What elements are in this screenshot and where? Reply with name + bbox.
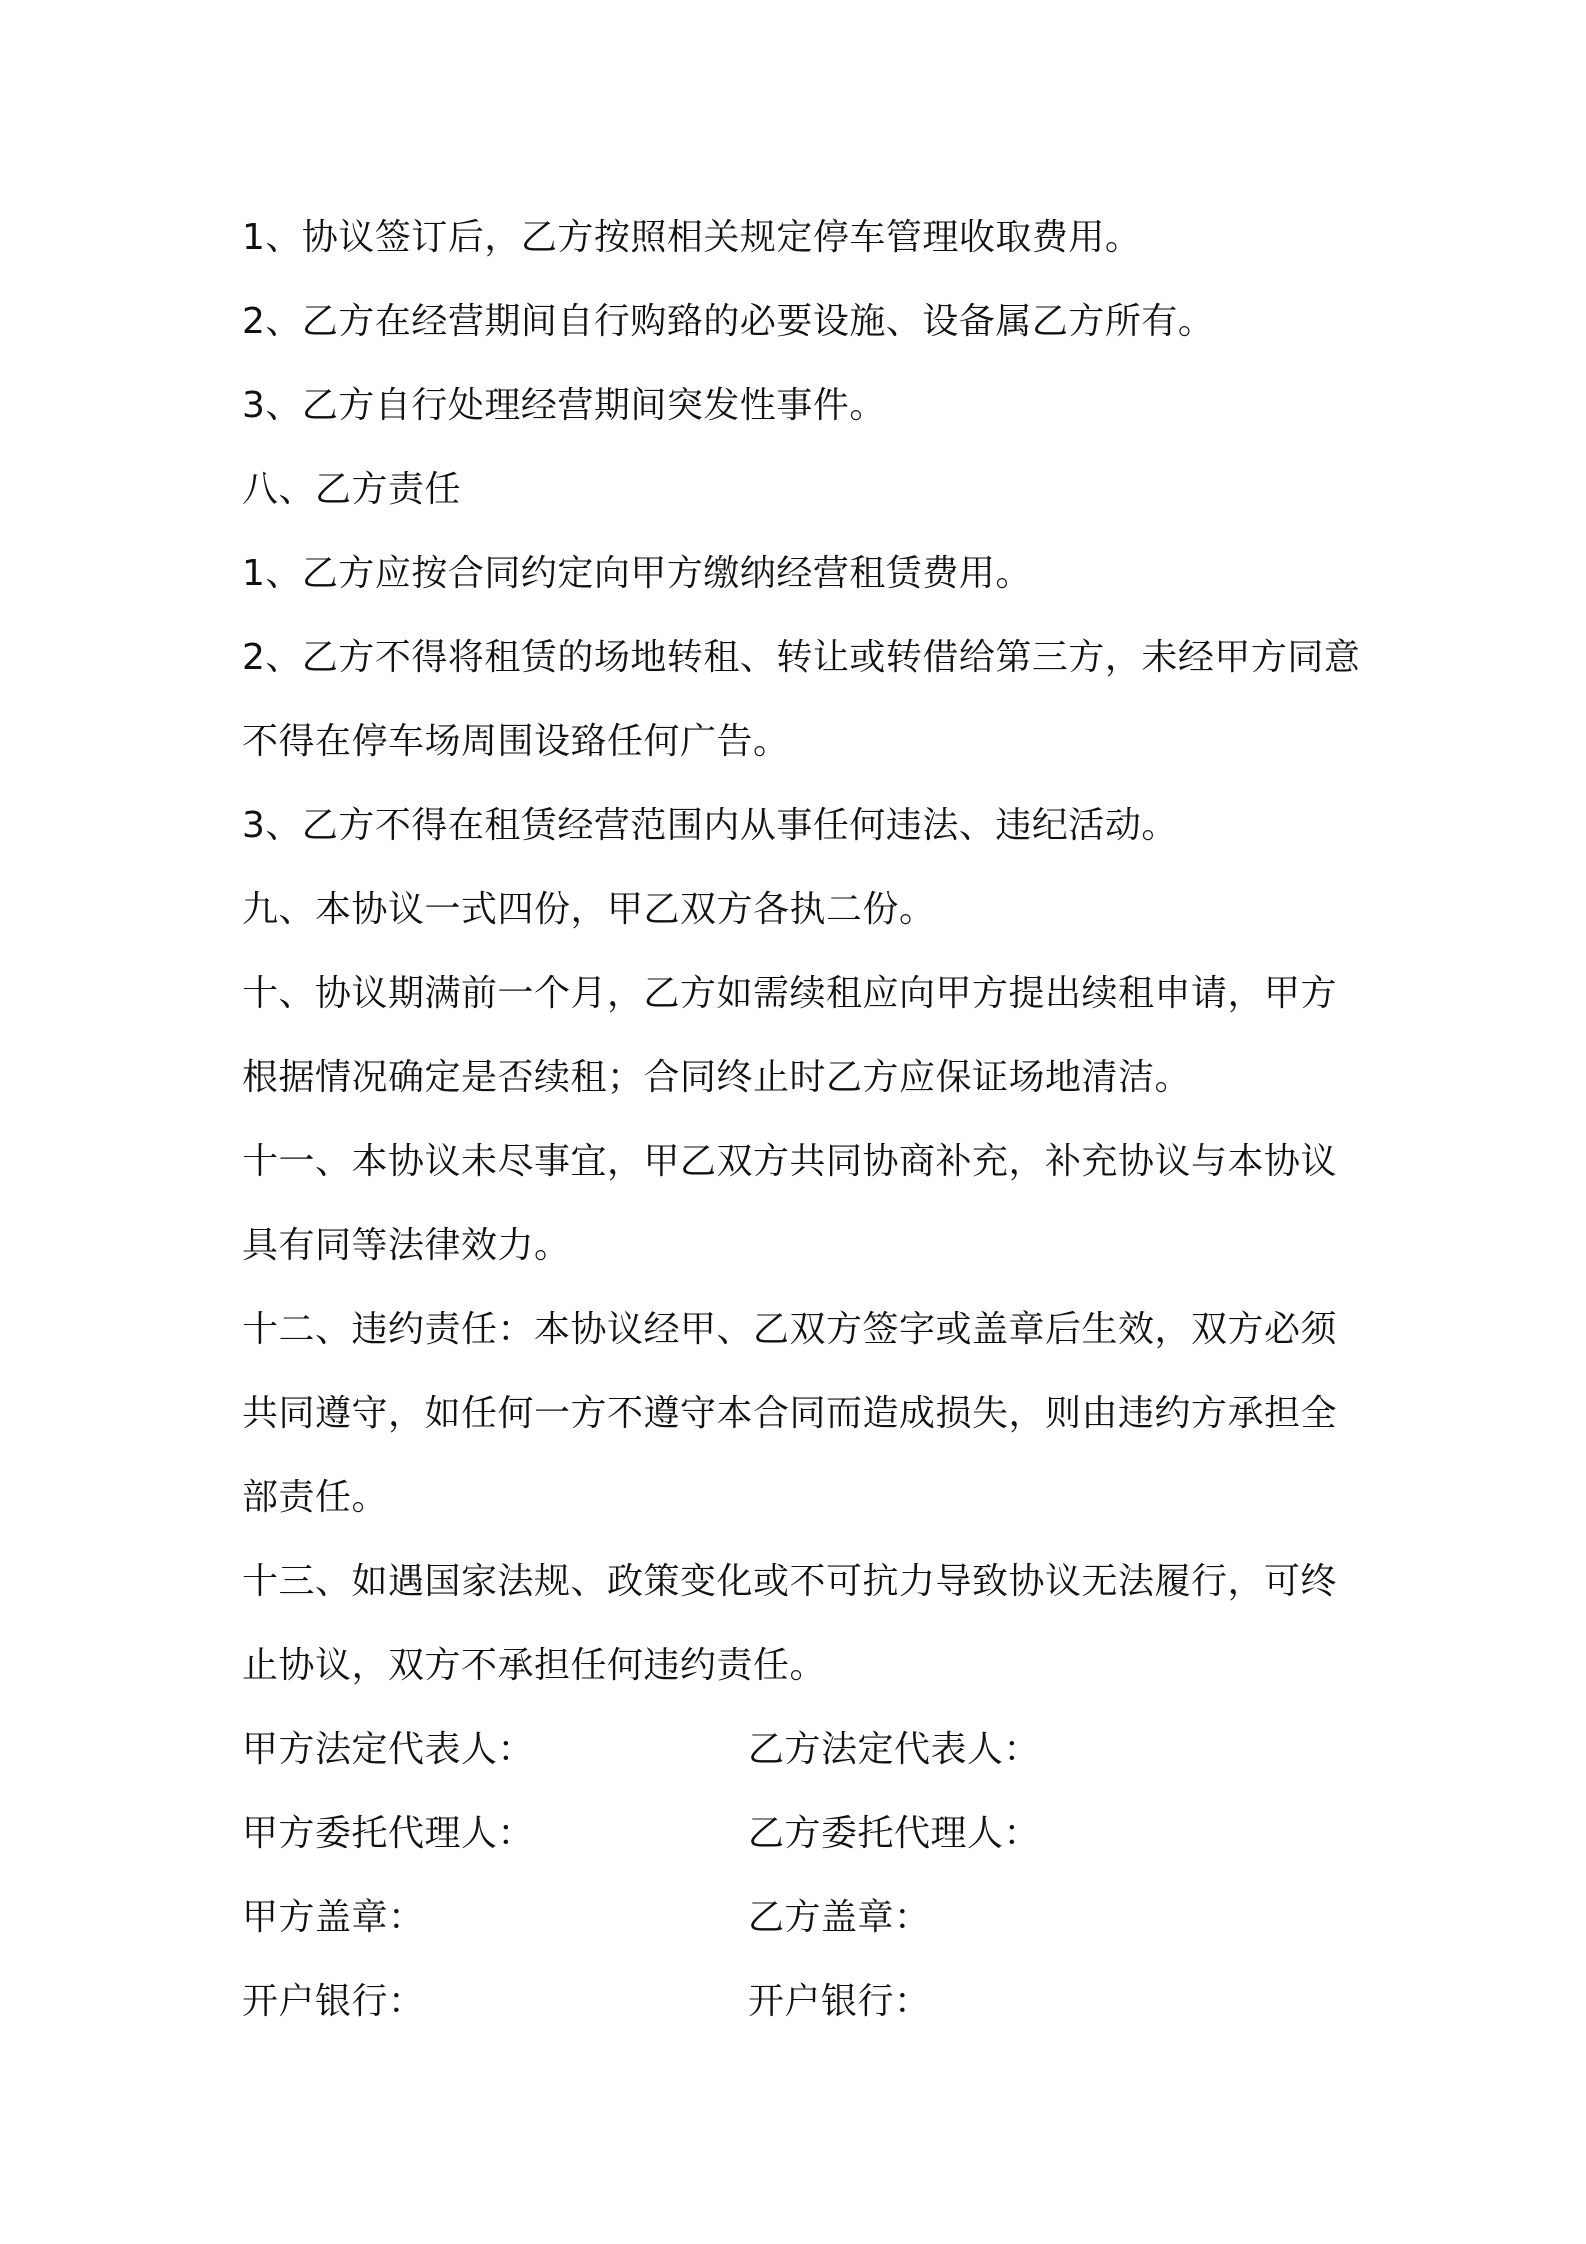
signature-row [242,1960,1362,2044]
clause-2: 2、乙方在经营期间自行购臵的必要设施、设备属乙方所有。 [242,301,1215,342]
party-b-legal-rep-label: 乙方法定代表人： [748,1729,1041,1770]
clause-1: 1、协议签订后，乙方按照相关规定停车管理收取费用。 [242,217,1142,258]
clause-8-1: 1、乙方应按合同约定向甲方缴纳经营租赁费用。 [242,553,1032,594]
clause-9: 九、本协议一式四份，甲乙双方各执二份。 [242,889,936,930]
clause-8-3: 3、乙方不得在租赁经营范围内从事任何违法、违纪活动。 [242,805,1178,846]
section-heading-8: 八、乙方责任 [242,469,462,510]
party-a-legal-rep-label: 甲方法定代表人： [242,1729,535,1770]
party-b-bank-label: 开户银行： [748,1981,931,2022]
party-a-bank-label: 开户银行： [242,1981,425,2022]
clause-13: 十三、如遇国家法规、政策变化或不可抗力导致协议无法履行，可终止协议，双方不承担任何违约责任。 [242,1561,1338,1686]
signature-row [242,1708,1362,1792]
clause-12: 十二、违约责任：本协议经甲、乙双方签字或盖章后生效，双方必须共同遵守，如任何一方不遵守本合同而造成损失，则由违约方承担全部责任。 [242,1309,1338,1518]
party-a-seal-label: 甲方盖章： [242,1897,425,1938]
clause-8-2: 2、乙方不得将租赁的场地转租、转让或转借给第三方，未经甲方同意不得在停车场周围设臵任何广告。 [242,637,1361,762]
signature-row [242,1792,1362,1876]
signature-row [242,1876,1362,1960]
party-b-agent-label: 乙方委托代理人： [748,1813,1041,1854]
clause-10: 十、协议期满前一个月，乙方如需续租应向甲方提出续租申请，甲方根据情况确定是否续租；合同终止时乙方应保证场地清洁。 [242,973,1338,1098]
clause-3: 3、乙方自行处理经营期间突发性事件。 [242,385,886,426]
clause-11: 十一、本协议未尽事宜，甲乙双方共同协商补充，补充协议与本协议具有同等法律效力。 [242,1141,1338,1266]
document-body [242,196,1362,2044]
party-b-seal-label: 乙方盖章： [748,1897,931,1938]
party-a-agent-label: 甲方委托代理人： [242,1813,535,1854]
